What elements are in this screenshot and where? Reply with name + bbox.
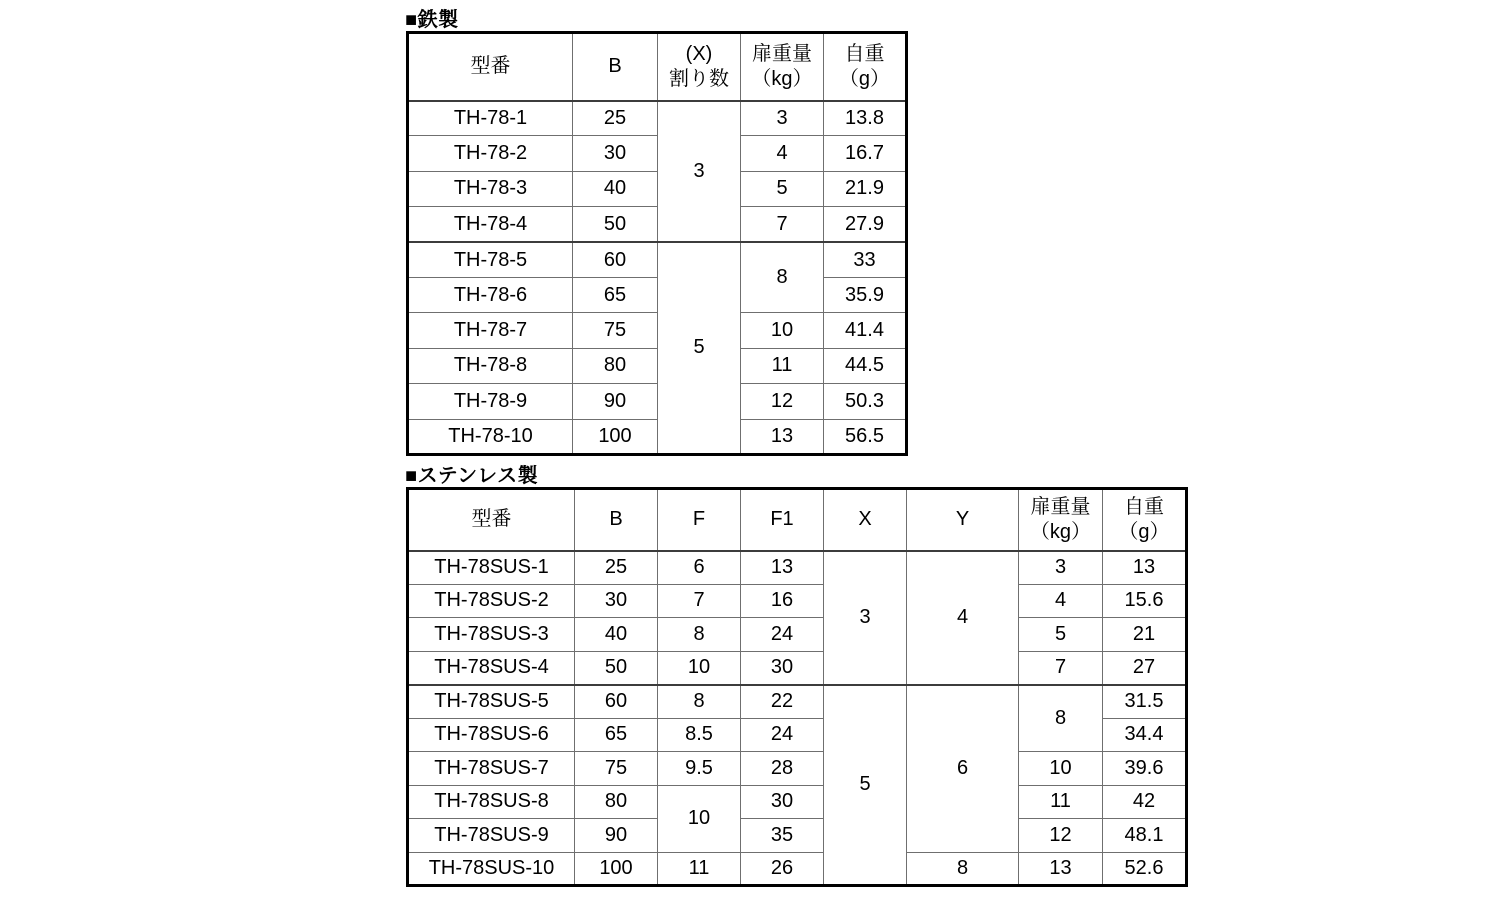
cell-model: TH-78SUS-1 xyxy=(408,551,575,585)
cell-weight: 27.9 xyxy=(824,207,907,242)
stainless-table-title: ■ステンレス製 xyxy=(405,465,539,487)
cell-b: 30 xyxy=(573,136,658,171)
header-x: X xyxy=(824,489,907,551)
cell-door: 5 xyxy=(741,171,824,206)
header-row xyxy=(408,33,907,101)
cell-model: TH-78-7 xyxy=(408,313,573,348)
header-door-weight xyxy=(741,33,824,101)
header-self-weight-line2: （g） xyxy=(838,67,891,90)
cell-f1: 13 xyxy=(741,551,824,585)
cell-door: 4 xyxy=(1019,584,1103,618)
cell-door: 13 xyxy=(741,419,824,454)
cell-door: 3 xyxy=(1019,551,1103,585)
table-row xyxy=(408,852,1187,886)
cell-weight: 44.5 xyxy=(824,348,907,383)
cell-weight: 48.1 xyxy=(1103,819,1187,853)
header-door-weight-line1: 扉重量 xyxy=(1030,495,1091,518)
cell-f1: 30 xyxy=(741,651,824,685)
cell-f1: 30 xyxy=(741,785,824,819)
cell-door: 8 xyxy=(741,242,824,313)
cell-b: 25 xyxy=(573,101,658,136)
table-row xyxy=(408,348,907,383)
cell-f1: 26 xyxy=(741,852,824,886)
cell-door: 12 xyxy=(741,384,824,419)
header-y: Y xyxy=(907,489,1019,551)
cell-b: 50 xyxy=(575,651,658,685)
cell-weight: 13.8 xyxy=(824,101,907,136)
cell-model: TH-78-1 xyxy=(408,101,573,136)
cell-f1: 28 xyxy=(741,752,824,786)
table-row xyxy=(408,136,907,171)
cell-weight: 56.5 xyxy=(824,419,907,454)
cell-weight: 42 xyxy=(1103,785,1187,819)
cell-f: 6 xyxy=(658,551,741,585)
header-self-weight-line2: （g） xyxy=(1118,520,1170,543)
cell-weight: 27 xyxy=(1103,651,1187,685)
cell-b: 100 xyxy=(575,852,658,886)
cell-f1: 24 xyxy=(741,718,824,752)
table-row xyxy=(408,419,907,454)
header-self-weight-line1: 自重 xyxy=(1124,495,1164,518)
table-row xyxy=(408,752,1187,786)
cell-f1: 24 xyxy=(741,618,824,652)
cell-b: 65 xyxy=(575,718,658,752)
cell-weight: 15.6 xyxy=(1103,584,1187,618)
header-b: B xyxy=(575,489,658,551)
cell-b: 75 xyxy=(573,313,658,348)
header-self-weight xyxy=(824,33,907,101)
cell-door: 8 xyxy=(1019,685,1103,752)
cell-b: 40 xyxy=(573,171,658,206)
cell-f1: 16 xyxy=(741,584,824,618)
table-row xyxy=(408,207,907,242)
cell-model: TH-78SUS-6 xyxy=(408,718,575,752)
iron-table-title: ■鉄製 xyxy=(405,9,459,31)
cell-b: 90 xyxy=(575,819,658,853)
cell-model: TH-78SUS-5 xyxy=(408,685,575,719)
cell-f: 10 xyxy=(658,785,741,852)
header-model: 型番 xyxy=(408,489,575,551)
header-door-weight-line2: （kg） xyxy=(751,67,813,90)
cell-b: 40 xyxy=(575,618,658,652)
cell-f: 8.5 xyxy=(658,718,741,752)
cell-b: 100 xyxy=(573,419,658,454)
cell-model: TH-78SUS-10 xyxy=(408,852,575,886)
cell-b: 30 xyxy=(575,584,658,618)
cell-model: TH-78SUS-4 xyxy=(408,651,575,685)
cell-b: 60 xyxy=(575,685,658,719)
cell-weight: 41.4 xyxy=(824,313,907,348)
cell-f1: 22 xyxy=(741,685,824,719)
cell-model: TH-78SUS-3 xyxy=(408,618,575,652)
cell-door: 11 xyxy=(1019,785,1103,819)
cell-weight: 52.6 xyxy=(1103,852,1187,886)
cell-door: 10 xyxy=(1019,752,1103,786)
cell-weight: 39.6 xyxy=(1103,752,1187,786)
header-f: F xyxy=(658,489,741,551)
cell-door: 7 xyxy=(741,207,824,242)
cell-weight: 35.9 xyxy=(824,277,907,312)
cell-model: TH-78SUS-9 xyxy=(408,819,575,853)
cell-f: 8 xyxy=(658,618,741,652)
header-self-weight-line1: 自重 xyxy=(844,42,885,65)
cell-y: 4 xyxy=(907,551,1019,685)
header-door-weight xyxy=(1019,489,1103,551)
header-x-split-line1: (X) xyxy=(685,42,713,65)
cell-weight: 13 xyxy=(1103,551,1187,585)
cell-weight: 16.7 xyxy=(824,136,907,171)
cell-weight: 33 xyxy=(824,242,907,277)
table-row xyxy=(408,785,1187,819)
cell-b: 65 xyxy=(573,277,658,312)
cell-x: 5 xyxy=(824,685,907,886)
cell-door: 12 xyxy=(1019,819,1103,853)
cell-f1: 35 xyxy=(741,819,824,853)
cell-f: 7 xyxy=(658,584,741,618)
cell-model: TH-78-9 xyxy=(408,384,573,419)
cell-door: 4 xyxy=(741,136,824,171)
iron-table xyxy=(406,31,908,456)
cell-b: 90 xyxy=(573,384,658,419)
cell-door: 10 xyxy=(741,313,824,348)
cell-x-split: 3 xyxy=(658,101,741,243)
header-f1: F1 xyxy=(741,489,824,551)
table-row xyxy=(408,819,1187,853)
header-x-split-line2: 割り数 xyxy=(669,67,729,90)
table-row xyxy=(408,313,907,348)
cell-door: 7 xyxy=(1019,651,1103,685)
header-b: B xyxy=(573,33,658,101)
cell-door: 11 xyxy=(741,348,824,383)
cell-model: TH-78-4 xyxy=(408,207,573,242)
cell-weight: 34.4 xyxy=(1103,718,1187,752)
cell-f: 8 xyxy=(658,685,741,719)
table-row xyxy=(408,551,1187,585)
cell-door: 3 xyxy=(741,101,824,136)
cell-b: 75 xyxy=(575,752,658,786)
cell-model: TH-78-10 xyxy=(408,419,573,454)
header-self-weight xyxy=(1103,489,1187,551)
cell-b: 60 xyxy=(573,242,658,277)
cell-model: TH-78-6 xyxy=(408,277,573,312)
table-row xyxy=(408,101,907,136)
cell-model: TH-78SUS-2 xyxy=(408,584,575,618)
cell-y: 8 xyxy=(907,852,1019,886)
stainless-table xyxy=(406,487,1188,887)
cell-y: 6 xyxy=(907,685,1019,853)
table-row xyxy=(408,584,1187,618)
cell-f: 10 xyxy=(658,651,741,685)
cell-model: TH-78-2 xyxy=(408,136,573,171)
cell-door: 13 xyxy=(1019,852,1103,886)
cell-weight: 21.9 xyxy=(824,171,907,206)
cell-weight: 21 xyxy=(1103,618,1187,652)
cell-b: 80 xyxy=(575,785,658,819)
header-door-weight-line2: （kg） xyxy=(1029,520,1092,543)
cell-model: TH-78SUS-8 xyxy=(408,785,575,819)
table-row xyxy=(408,277,907,312)
cell-b: 25 xyxy=(575,551,658,585)
cell-model: TH-78-5 xyxy=(408,242,573,277)
table-row xyxy=(408,685,1187,719)
table-row xyxy=(408,618,1187,652)
cell-model: TH-78-3 xyxy=(408,171,573,206)
cell-weight: 50.3 xyxy=(824,384,907,419)
cell-weight: 31.5 xyxy=(1103,685,1187,719)
header-x-split xyxy=(658,33,741,101)
table-row xyxy=(408,242,907,277)
cell-x-split: 5 xyxy=(658,242,741,454)
cell-model: TH-78-8 xyxy=(408,348,573,383)
cell-f: 11 xyxy=(658,852,741,886)
cell-b: 80 xyxy=(573,348,658,383)
cell-b: 50 xyxy=(573,207,658,242)
cell-x: 3 xyxy=(824,551,907,685)
table-row xyxy=(408,171,907,206)
cell-model: TH-78SUS-7 xyxy=(408,752,575,786)
cell-door: 5 xyxy=(1019,618,1103,652)
header-model: 型番 xyxy=(408,33,573,101)
table-row xyxy=(408,651,1187,685)
cell-f: 9.5 xyxy=(658,752,741,786)
header-row xyxy=(408,489,1187,551)
table-row xyxy=(408,384,907,419)
header-door-weight-line1: 扉重量 xyxy=(752,42,812,65)
